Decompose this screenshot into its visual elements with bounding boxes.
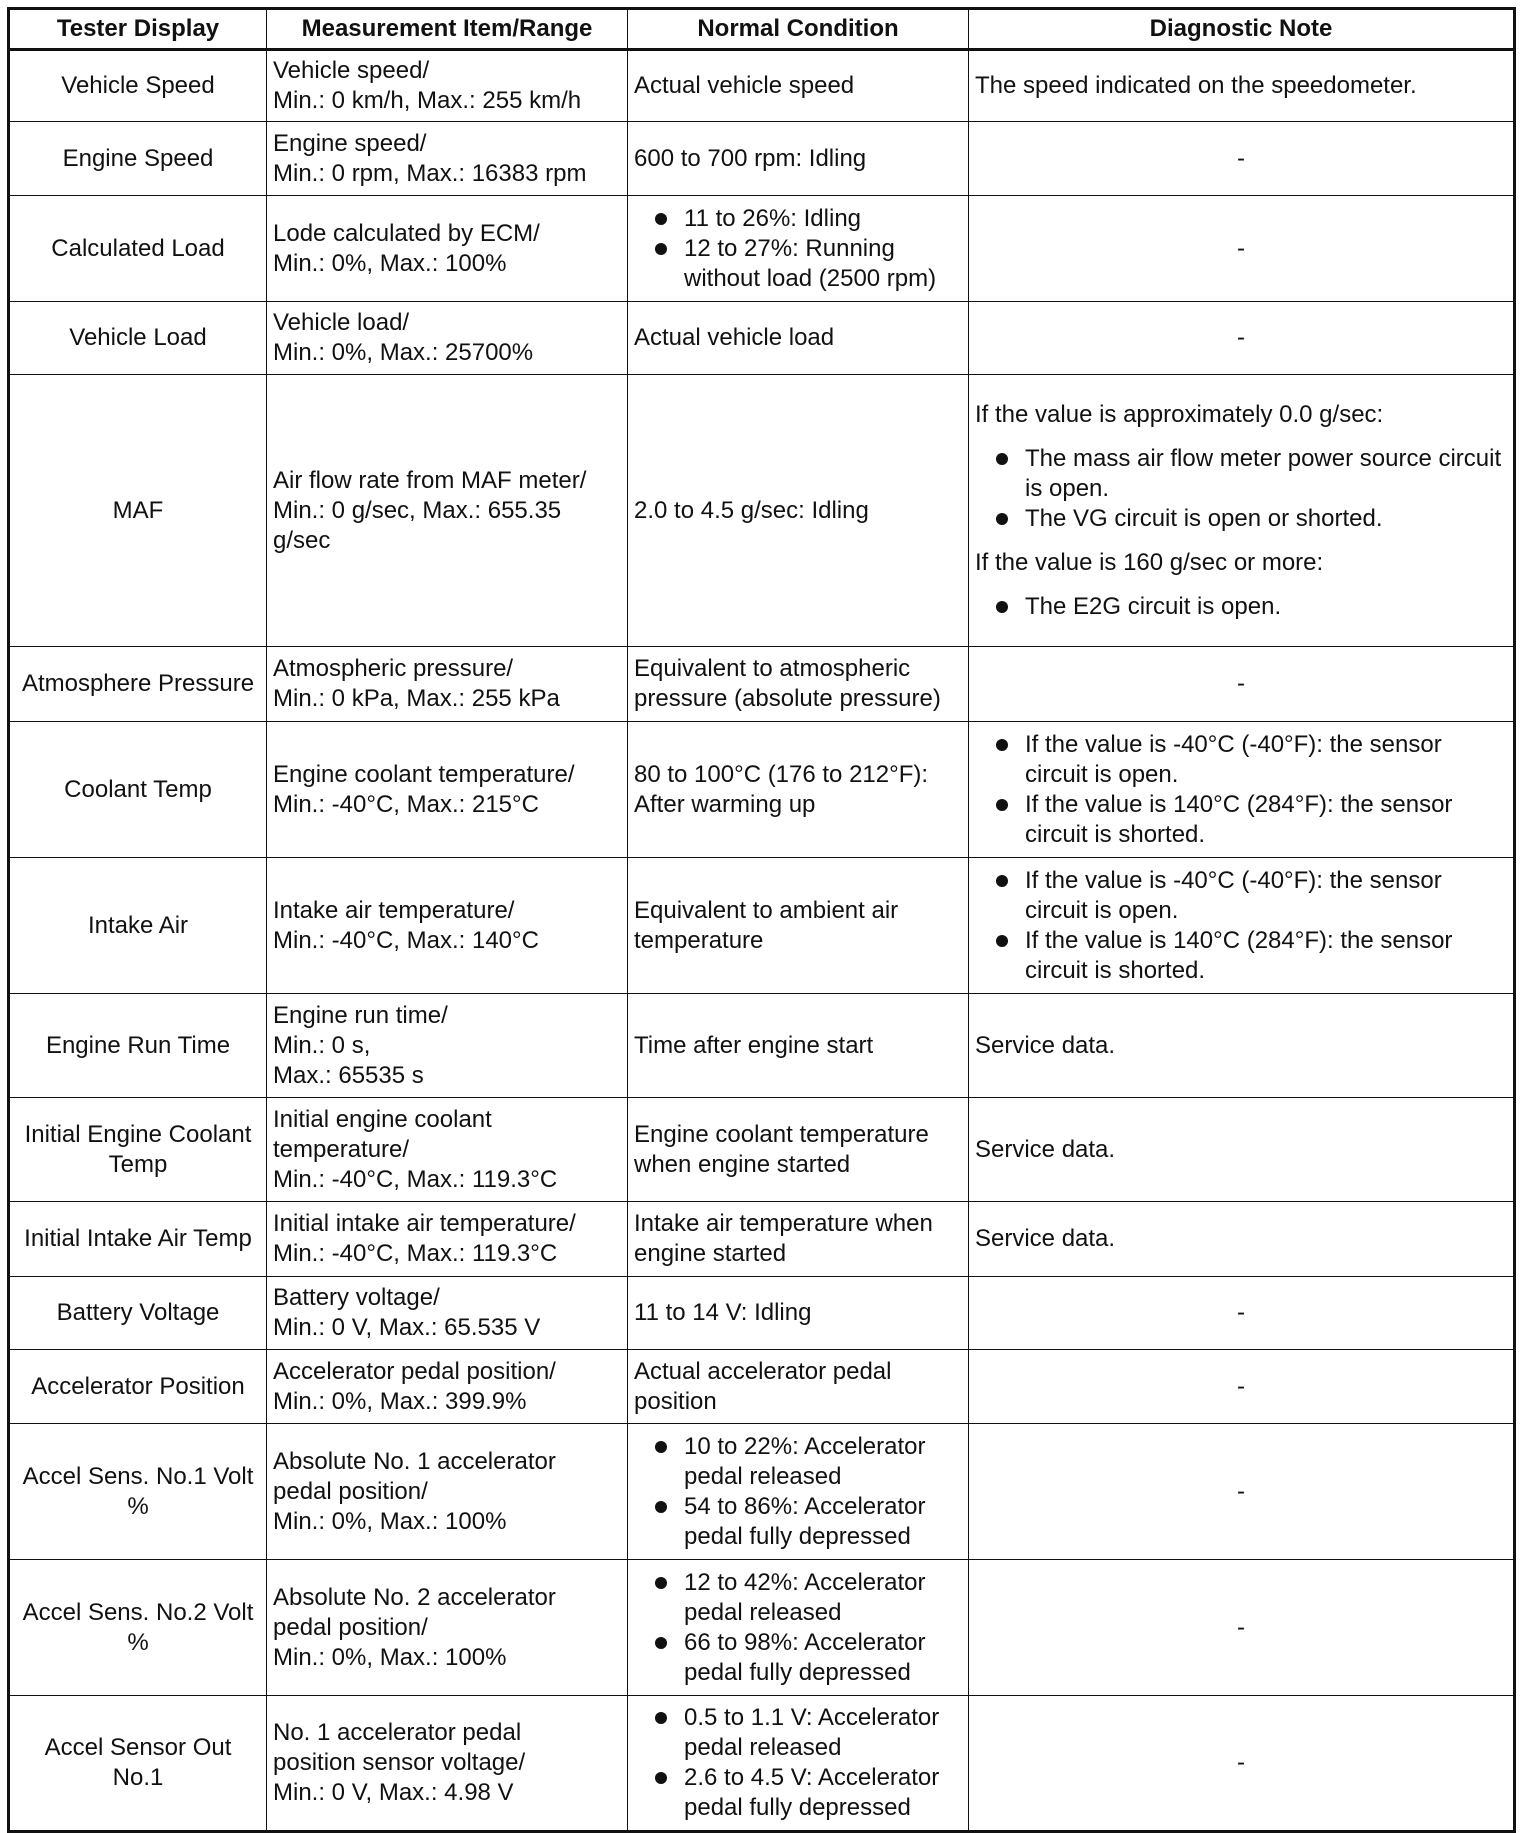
measurement-cell [267, 196, 628, 302]
measurement-text: temperature/ [273, 1135, 410, 1163]
tester-display-text: % [127, 1492, 149, 1520]
measurement-text: Vehicle speed/ [273, 57, 430, 84]
measurement-text: Battery voltage/ [273, 1284, 440, 1311]
measurement-text: Vehicle load/ [273, 309, 410, 336]
measurement-cell [267, 858, 628, 994]
normal-condition-text: After warming up [634, 790, 816, 818]
tester-display-cell [9, 647, 267, 722]
normal-condition-cell [628, 50, 969, 122]
normal-condition-text: when engine started [634, 1150, 851, 1178]
measurement-cell [267, 1424, 628, 1560]
normal-condition-text: 80 to 100°C (176 to 212°F): [634, 760, 929, 788]
measurement-cell [267, 122, 628, 196]
measurement-text: Absolute No. 1 accelerator [273, 1447, 556, 1475]
measurement-text: Absolute No. 2 accelerator [273, 1583, 556, 1611]
measurement-text: Min.: 0%, Max.: 100% [273, 249, 507, 277]
empty-note-dash: - [1237, 1613, 1245, 1641]
measurement-text: Min.: 0 kPa, Max.: 255 kPa [273, 685, 560, 712]
measurement-text: Engine speed/ [273, 129, 427, 157]
measurement-text: position sensor voltage/ [273, 1749, 526, 1776]
diagnostic-note-text: Service data. [975, 1135, 1116, 1163]
diagnostic-note-cell [969, 50, 1515, 122]
measurement-text: Accelerator pedal position/ [273, 1357, 556, 1385]
tester-display-text: Engine Run Time [45, 1031, 231, 1059]
header-diagnostic-note: Diagnostic Note [969, 9, 1515, 50]
bullet-item: 12 to 27%: Running without load (2500 rpm) [634, 234, 962, 294]
measurement-text: Min.: 0 g/sec, Max.: 655.35 [273, 496, 562, 524]
tester-display-text: Initial Engine Coolant [24, 1120, 252, 1148]
bullet-item: 2.6 to 4.5 V: Accelerator pedal fully depressed [634, 1763, 962, 1823]
normal-condition-cell [628, 1560, 969, 1696]
normal-condition-cell [628, 647, 969, 722]
normal-condition-cell [628, 122, 969, 196]
normal-condition-text: engine started [634, 1240, 787, 1267]
diagnostic-note-text: Service data. [975, 1225, 1116, 1252]
measurement-text: Air flow rate from MAF meter/ [273, 466, 587, 494]
normal-condition-text: Intake air temperature when [634, 1210, 933, 1237]
diagnostic-note-cell [969, 1560, 1515, 1696]
normal-condition-text: position [634, 1387, 717, 1415]
bullet-item: The VG circuit is open or shorted. [975, 504, 1507, 534]
normal-condition-cell [628, 1098, 969, 1202]
diagnostic-note-cell [969, 858, 1515, 994]
tester-display-text: Engine Speed [62, 144, 214, 172]
tester-display-text: Atmosphere Pressure [21, 670, 255, 697]
tester-display-cell [9, 858, 267, 994]
diagnostic-note-cell [969, 1098, 1515, 1202]
bullet-item: 54 to 86%: Accelerator pedal fully depressed [634, 1492, 962, 1552]
normal-condition-cell [628, 994, 969, 1098]
measurement-text: Lode calculated by ECM/ [273, 219, 540, 247]
normal-condition-text: 2.0 to 4.5 g/sec: Idling [634, 496, 869, 524]
table-row [9, 196, 1515, 302]
measurement-text: Min.: 0%, Max.: 399.9% [273, 1387, 527, 1415]
table-row [9, 1202, 1515, 1277]
measurement-cell [267, 647, 628, 722]
normal-condition-cell [628, 1350, 969, 1424]
table-row [9, 375, 1515, 647]
normal-condition-cell [628, 1696, 969, 1832]
normal-condition-text: Actual vehicle load [634, 324, 835, 351]
tester-display-cell [9, 1098, 267, 1202]
tester-display-text: Intake Air [87, 911, 189, 939]
measurement-text: Max.: 65535 s [273, 1061, 424, 1089]
tester-display-cell [9, 1202, 267, 1277]
table-row [9, 1424, 1515, 1560]
bullet-list [975, 592, 1507, 622]
empty-note-dash: - [1237, 1372, 1245, 1400]
normal-condition-cell [628, 1202, 969, 1277]
tester-display-cell [9, 1560, 267, 1696]
diagnostic-note-cell [969, 196, 1515, 302]
measurement-text: Min.: -40°C, Max.: 119.3°C [273, 1165, 558, 1193]
tester-display-text: Accelerator Position [31, 1372, 245, 1400]
diagnostic-note-text: The speed indicated on the speedometer. [975, 72, 1417, 99]
measurement-text: Min.: 0%, Max.: 25700% [273, 339, 534, 366]
measurement-cell [267, 1560, 628, 1696]
table-row [9, 50, 1515, 122]
bullet-list [975, 866, 1507, 986]
normal-condition-text: 11 to 14 V: Idling [634, 1299, 812, 1326]
bullet-list [634, 1568, 962, 1688]
table-row [9, 122, 1515, 196]
tester-display-cell [9, 50, 267, 122]
tester-display-cell [9, 722, 267, 858]
measurement-cell [267, 1098, 628, 1202]
normal-condition-text: 600 to 700 rpm: Idling [634, 144, 867, 172]
table-row [9, 647, 1515, 722]
normal-condition-text: Actual accelerator pedal [634, 1357, 892, 1385]
normal-condition-text: temperature [634, 926, 764, 954]
tester-display-text: No.1 [112, 1764, 164, 1791]
normal-condition-cell [628, 375, 969, 647]
measurement-text: Min.: -40°C, Max.: 140°C [273, 926, 539, 954]
normal-condition-text: Equivalent to atmospheric [634, 655, 911, 682]
measurement-text: Min.: 0%, Max.: 100% [273, 1643, 507, 1671]
table-row [9, 1696, 1515, 1832]
bullet-item: 66 to 98%: Accelerator pedal fully depressed [634, 1628, 962, 1688]
note-intro-text: If the value is approximately 0.0 g/sec: [975, 400, 1384, 428]
measurement-cell [267, 1350, 628, 1424]
bullet-item: The E2G circuit is open. [975, 592, 1507, 622]
bullet-item: The mass air flow meter power source circuit is open. [975, 444, 1507, 504]
measurement-cell [267, 50, 628, 122]
measurement-cell [267, 302, 628, 375]
measurement-text: pedal position/ [273, 1477, 428, 1505]
diagnostic-note-cell [969, 1202, 1515, 1277]
tester-display-text: Calculated Load [51, 234, 225, 262]
bullet-list [975, 730, 1507, 850]
note-intro-text: If the value is 160 g/sec or more: [975, 548, 1324, 576]
tester-display-text: Vehicle Load [69, 324, 207, 351]
tester-display-text: Vehicle Speed [61, 72, 215, 99]
bullet-item: 12 to 42%: Accelerator pedal released [634, 1568, 962, 1628]
empty-note-dash: - [1237, 670, 1245, 697]
diagnostic-note-cell [969, 994, 1515, 1098]
bullet-item: If the value is -40°C (-40°F): the sensor circuit is open. [975, 730, 1507, 790]
diagnostic-note-cell [969, 1277, 1515, 1350]
tester-display-cell [9, 1350, 267, 1424]
measurement-cell [267, 994, 628, 1098]
measurement-text: Atmospheric pressure/ [273, 655, 514, 682]
tester-display-text: Accel Sens. No.2 Volt [22, 1598, 254, 1626]
measurement-text: No. 1 accelerator pedal [273, 1719, 522, 1746]
diagnostic-note-cell [969, 302, 1515, 375]
tester-display-cell [9, 375, 267, 647]
tester-display-cell [9, 1277, 267, 1350]
diagnostic-note-text: Service data. [975, 1031, 1116, 1059]
tester-display-cell [9, 196, 267, 302]
bullet-list [634, 204, 962, 294]
bullet-item: If the value is -40°C (-40°F): the sensor circuit is open. [975, 866, 1507, 926]
data-list-table-container [7, 7, 1513, 1833]
table-row [9, 994, 1515, 1098]
tester-display-text: Coolant Temp [64, 775, 212, 803]
normal-condition-text: Actual vehicle speed [634, 72, 855, 99]
normal-condition-cell [628, 722, 969, 858]
tester-display-text: Accel Sensor Out [44, 1734, 232, 1761]
table-row [9, 722, 1515, 858]
tester-display-text: Battery Voltage [56, 1299, 220, 1326]
tester-display-cell [9, 1424, 267, 1560]
diagnostic-note-cell [969, 1696, 1515, 1832]
table-row [9, 858, 1515, 994]
measurement-text: Min.: 0 rpm, Max.: 16383 rpm [273, 159, 587, 187]
diagnostic-note-cell [969, 722, 1515, 858]
tester-display-cell [9, 994, 267, 1098]
measurement-text: Intake air temperature/ [273, 896, 515, 924]
header-measurement-item: Measurement Item/Range [267, 9, 628, 50]
tester-display-cell [9, 122, 267, 196]
measurement-text: Engine coolant temperature/ [273, 760, 575, 788]
measurement-text: pedal position/ [273, 1613, 428, 1641]
diagnostic-note-cell [969, 1350, 1515, 1424]
measurement-text: Engine run time/ [273, 1001, 448, 1029]
table-row [9, 1098, 1515, 1202]
data-list-table [7, 7, 1516, 1833]
normal-condition-cell [628, 1424, 969, 1560]
diagnostic-note-cell [969, 1424, 1515, 1560]
tester-display-text: Initial Intake Air Temp [24, 1225, 252, 1252]
measurement-cell [267, 722, 628, 858]
tester-display-cell [9, 302, 267, 375]
empty-note-dash: - [1237, 144, 1245, 172]
bullet-list [975, 444, 1507, 534]
bullet-item: 11 to 26%: Idling [634, 204, 962, 234]
bullet-list [634, 1703, 962, 1823]
measurement-text: Min.: 0 V, Max.: 4.98 V [273, 1779, 514, 1806]
diagnostic-note-cell [969, 375, 1515, 647]
tester-display-cell [9, 1696, 267, 1832]
table-row [9, 302, 1515, 375]
tester-display-text: % [127, 1628, 149, 1656]
tester-display-text: MAF [112, 496, 164, 524]
normal-condition-cell [628, 1277, 969, 1350]
normal-condition-text: Time after engine start [634, 1031, 874, 1059]
table-body [9, 50, 1515, 1832]
normal-condition-text: pressure (absolute pressure) [634, 685, 941, 712]
tester-display-text: Accel Sens. No.1 Volt [22, 1462, 254, 1490]
normal-condition-cell [628, 302, 969, 375]
diagnostic-note-cell [969, 122, 1515, 196]
tester-display-text: Temp [108, 1150, 168, 1178]
measurement-cell [267, 1277, 628, 1350]
measurement-text: Min.: -40°C, Max.: 119.3°C [273, 1240, 558, 1267]
empty-note-dash: - [1237, 234, 1245, 262]
measurement-cell [267, 375, 628, 647]
table-row [9, 1350, 1515, 1424]
table-row [9, 1560, 1515, 1696]
measurement-text: Min.: 0 s, [273, 1031, 371, 1059]
measurement-text: g/sec [273, 526, 331, 554]
diagnostic-note-cell [969, 647, 1515, 722]
header-normal-condition: Normal Condition [628, 9, 969, 50]
empty-note-dash: - [1237, 1749, 1245, 1776]
normal-condition-cell [628, 196, 969, 302]
measurement-text: Min.: 0 V, Max.: 65.535 V [273, 1314, 541, 1341]
bullet-item: If the value is 140°C (284°F): the sensor circuit is shorted. [975, 790, 1507, 850]
table-row [9, 1277, 1515, 1350]
measurement-text: Min.: -40°C, Max.: 215°C [273, 790, 539, 818]
empty-note-dash: - [1237, 324, 1245, 351]
empty-note-dash: - [1237, 1299, 1245, 1326]
measurement-cell [267, 1696, 628, 1832]
measurement-text: Min.: 0 km/h, Max.: 255 km/h [273, 87, 582, 114]
measurement-text: Initial engine coolant [273, 1105, 492, 1133]
header-tester-display: Tester Display [9, 9, 267, 50]
measurement-cell [267, 1202, 628, 1277]
normal-condition-cell [628, 858, 969, 994]
bullet-item: If the value is 140°C (284°F): the sensor circuit is shorted. [975, 926, 1507, 986]
measurement-text: Initial intake air temperature/ [273, 1210, 576, 1237]
bullet-item: 10 to 22%: Accelerator pedal released [634, 1432, 962, 1492]
normal-condition-text: Engine coolant temperature [634, 1120, 929, 1148]
measurement-text: Min.: 0%, Max.: 100% [273, 1507, 507, 1535]
normal-condition-text: Equivalent to ambient air [634, 896, 899, 924]
empty-note-dash: - [1237, 1477, 1245, 1505]
table-header-row [9, 9, 1515, 50]
bullet-item: 0.5 to 1.1 V: Accelerator pedal released [634, 1703, 962, 1763]
bullet-list [634, 1432, 962, 1552]
